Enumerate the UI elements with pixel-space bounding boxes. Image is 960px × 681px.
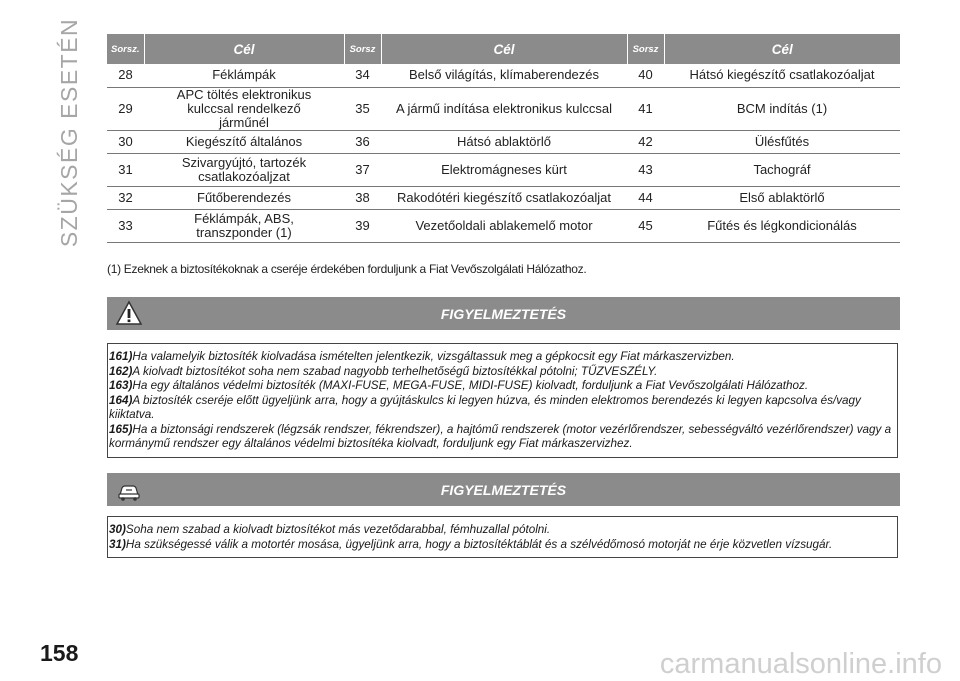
table-cell: 40 xyxy=(627,64,664,87)
table-cell: A jármű indítása elektronikus kulccsal xyxy=(381,87,627,130)
warning-item xyxy=(109,365,897,380)
table-cell: Fűtés és légkondicionálás xyxy=(664,209,900,242)
table-cell: Kiegészítő általános xyxy=(144,130,344,153)
table-cell: 33 xyxy=(107,209,144,242)
table-cell: 44 xyxy=(627,186,664,209)
section-title-vertical xyxy=(52,17,88,247)
car-service-icon xyxy=(115,476,143,502)
fuse-table xyxy=(107,34,900,243)
warning-item-number: 31) xyxy=(109,537,126,551)
header-purpose-2: Cél xyxy=(381,34,627,64)
warning-item-number: 30) xyxy=(109,523,126,536)
table-cell: 43 xyxy=(627,153,664,186)
warning-item-text: Soha nem szabad a kiolvadt biztosítékot más vezetődarabbal, fémhuzallal pótolni. xyxy=(125,523,551,536)
warning-item-number: 163) xyxy=(109,379,133,392)
warning-item-number: 165) xyxy=(109,422,133,436)
warning-item-text: Ha valamelyik biztosíték kiolvadása ismételten jelentkezik, vizsgáltassuk meg a gépkocsit egy Fiat márkaszervizben. xyxy=(132,350,735,363)
table-cell: 31 xyxy=(107,153,144,186)
warning-banner-2 xyxy=(107,473,900,506)
table-footnote: (1) Ezeknek a biztosítékoknak a cseréje érdekében forduljunk a Fiat Vevőszolgálati Hálózathoz. xyxy=(107,262,587,276)
header-purpose-1: Cél xyxy=(144,34,344,64)
table-cell: 37 xyxy=(344,153,381,186)
warning-item-text: Ha egy általános védelmi biztosíték (MAXI-FUSE, MEGA-FUSE, MIDI-FUSE) kiolvadt, forduljunk a Fiat Vevőszolgálati Hálózathoz. xyxy=(132,379,809,392)
table-cell: 29 xyxy=(107,87,144,130)
warning-item xyxy=(109,538,897,553)
table-cell: 41 xyxy=(627,87,664,130)
warning-title-2: FIGYELMEZTETÉS xyxy=(440,481,567,498)
warning-item xyxy=(109,394,897,423)
table-cell: Rakodótéri kiegészítő csatlakozóaljat xyxy=(381,186,627,209)
warning-item-text: Ha szükségessé válik a motortér mosása, ügyeljünk arra, hogy a biztosítéktáblát és a szélvédőmosó motorját ne érje közvetlen vízsugár. xyxy=(125,537,833,551)
table-cell: Hátsó kiegészítő csatlakozóaljat xyxy=(664,64,900,87)
table-cell: Hátsó ablaktörlő xyxy=(381,130,627,153)
warning-box-2 xyxy=(107,516,898,558)
warning-title-1: FIGYELMEZTETÉS xyxy=(440,305,567,322)
warning-item xyxy=(109,379,897,394)
table-header-row xyxy=(107,34,900,64)
warning-triangle-icon xyxy=(115,300,143,326)
table-cell: Elektromágneses kürt xyxy=(381,153,627,186)
warning-item-number: 161) xyxy=(109,350,133,363)
warning-item-number: 164) xyxy=(109,393,133,407)
table-row xyxy=(107,130,900,153)
table-cell: 45 xyxy=(627,209,664,242)
header-num-1: Sorsz. xyxy=(107,34,144,64)
table-row xyxy=(107,153,900,186)
table-row xyxy=(107,87,900,130)
table-cell: 39 xyxy=(344,209,381,242)
table-row xyxy=(107,186,900,209)
table-cell: 35 xyxy=(344,87,381,130)
header-num-3: Sorsz xyxy=(627,34,664,64)
table-cell: Féklámpák, ABS, transzponder (1) xyxy=(144,209,344,242)
table-cell: APC töltés elektronikus kulccsal rendelkező járműnél xyxy=(144,87,344,130)
table-cell: Fűtőberendezés xyxy=(144,186,344,209)
header-num-2: Sorsz xyxy=(344,34,381,64)
table-row xyxy=(107,209,900,242)
table-cell: 32 xyxy=(107,186,144,209)
warning-item xyxy=(109,423,897,452)
warning-banner-1 xyxy=(107,297,900,330)
table-cell: Vezetőoldali ablakemelő motor xyxy=(381,209,627,242)
warning-item xyxy=(109,523,897,538)
warning-item-text: A kiolvadt biztosítékot soha nem szabad nagyobb terhelhetőségű biztosítékkal pótolni; TŰZVESZÉLY. xyxy=(132,364,658,378)
table-cell: 34 xyxy=(344,64,381,87)
warning-box-1 xyxy=(107,343,898,458)
table-cell: 30 xyxy=(107,130,144,153)
page-number: 158 xyxy=(40,640,79,666)
table-cell: Ülésfűtés xyxy=(664,130,900,153)
table-cell: Belső világítás, klímaberendezés xyxy=(381,64,627,87)
table-cell: Féklámpák xyxy=(144,64,344,87)
warning-item-text: Ha a biztonsági rendszerek (légzsák rendszer, fékrendszer), a hajtómű rendszerek (motor vezérlőrendszer, sebességváltó vezérlőrendszer) vagy a kormánymű rendszer egy általános védelmi biztosítéka kiolvadt, forduljunk egy Fiat márkaszervizhez. xyxy=(109,422,892,450)
section-title: SZÜKSÉG ESETÉN xyxy=(56,17,83,247)
table-cell: Szivargyújtó, tartozék csatlakozóaljzat xyxy=(144,153,344,186)
table-cell: Tachográf xyxy=(664,153,900,186)
watermark: carmanualsonline.info xyxy=(659,648,942,680)
table-cell: BCM indítás (1) xyxy=(664,87,900,130)
table-cell: Első ablaktörlő xyxy=(664,186,900,209)
table-cell: 42 xyxy=(627,130,664,153)
warning-item xyxy=(109,350,897,365)
header-purpose-3: Cél xyxy=(664,34,900,64)
warning-item-text: A biztosíték cseréje előtt ügyeljünk arra, hogy a gyújtáskulcs ki legyen húzva, és minden elektromos berendezés ki legyen kapcsolva és/vagy kiiktatva. xyxy=(109,393,861,421)
table-cell: 36 xyxy=(344,130,381,153)
table-cell: 28 xyxy=(107,64,144,87)
warning-item-number: 162) xyxy=(109,364,133,378)
table-cell: 38 xyxy=(344,186,381,209)
table-row xyxy=(107,64,900,87)
